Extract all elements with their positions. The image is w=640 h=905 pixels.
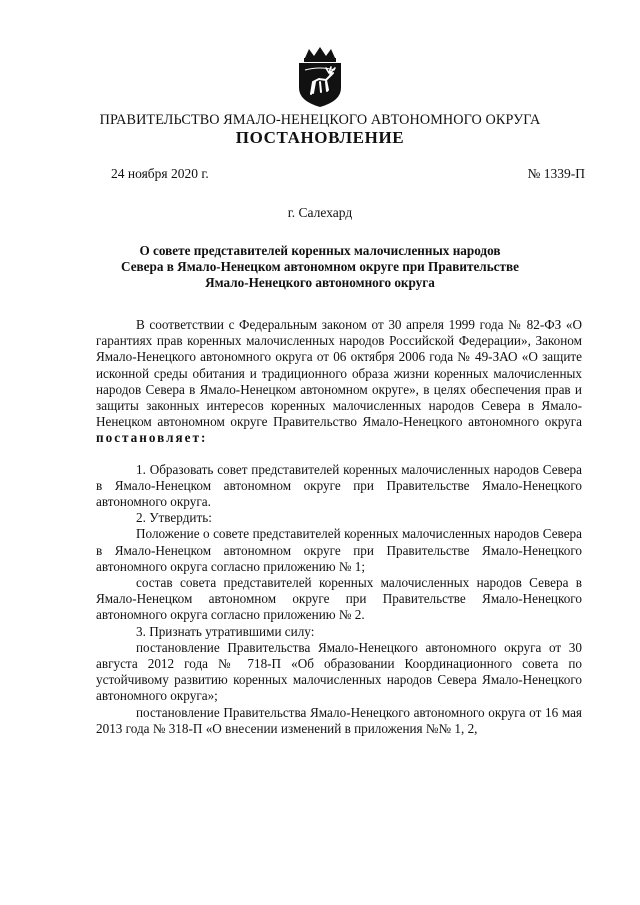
title-line: Севера в Ямало-Ненецком автономном округе при Правительстве (121, 259, 519, 274)
government-name: ПРАВИТЕЛЬСТВО ЯМАЛО-НЕНЕЦКОГО АВТОНОМНОГО ОКРУГА (99, 112, 541, 128)
paragraph-2a: Положение о совете представителей коренных малочисленных народов Севера в Ямало-Ненецком автономном округе при Правительстве Ямало-Ненецкого автономного округа согласно приложению № 1; (96, 526, 582, 574)
paragraph-3: 3. Признать утратившими силу: (136, 623, 315, 639)
document-type-heading: ПОСТАНОВЛЕНИЕ (235, 128, 405, 147)
preamble-text: В соответствии с Федеральным законом от 30 апреля 1999 года № 82-ФЗ «О гарантиях прав коренных малочисленных народов Российской Федерации», Законом Ямало-Ненецкого автономного округа от 06 октября 2006 года № 49-ЗАО «О защите исконной среды обитания и традиционного образа жизни коренных малочисленных народов Севера в Ямало-Ненецком автономном округе», в целях обеспечения прав и защиты законных интересов коренных малочисленных народов Севера в Ямало-Ненецком автономном округе Правительство Ямало-Ненецкого автономного округа (96, 317, 582, 430)
document-city: г. Салехард (287, 205, 353, 220)
paragraph-3b: постановление Правительства Ямало-Ненецкого автономного округа от 16 мая 2013 года № 318-П «О внесении изменений в приложения №№ 1, 2, (96, 704, 582, 736)
title-line: Ямало-Ненецкого автономного округа (205, 275, 435, 290)
paragraph-1: 1. Образовать совет представителей коренных малочисленных народов Севера в Ямало-Ненецком автономном округе при Правительстве Ямало-Ненецкого автономного округа. (96, 461, 582, 510)
preamble-paragraph (96, 317, 582, 447)
paragraph-2b: состав совета представителей коренных малочисленных народов Севера в Ямало-Ненецком автономном округе при Правительстве Ямало-Ненецкого автономного округа согласно приложению № 2. (96, 575, 582, 623)
title-line: О совете представителей коренных малочисленных народов (139, 243, 501, 258)
coat-of-arms-icon (293, 46, 347, 108)
document-date: 24 ноября 2020 г. (111, 166, 209, 181)
resolves-word: постановляет: (96, 430, 208, 446)
paragraph-3a: постановление Правительства Ямало-Ненецкого автономного округа от 30 августа 2012 года № 718-П «Об образовании Координационного совета по устойчивому развитию коренных малочисленных народов Севера Ямало-Ненецкого автономного округа»; (96, 639, 582, 704)
document-title (90, 243, 550, 291)
document-number: № 1339-П (527, 166, 585, 181)
paragraph-2: 2. Утвердить: (136, 510, 212, 526)
document-body (96, 317, 582, 737)
